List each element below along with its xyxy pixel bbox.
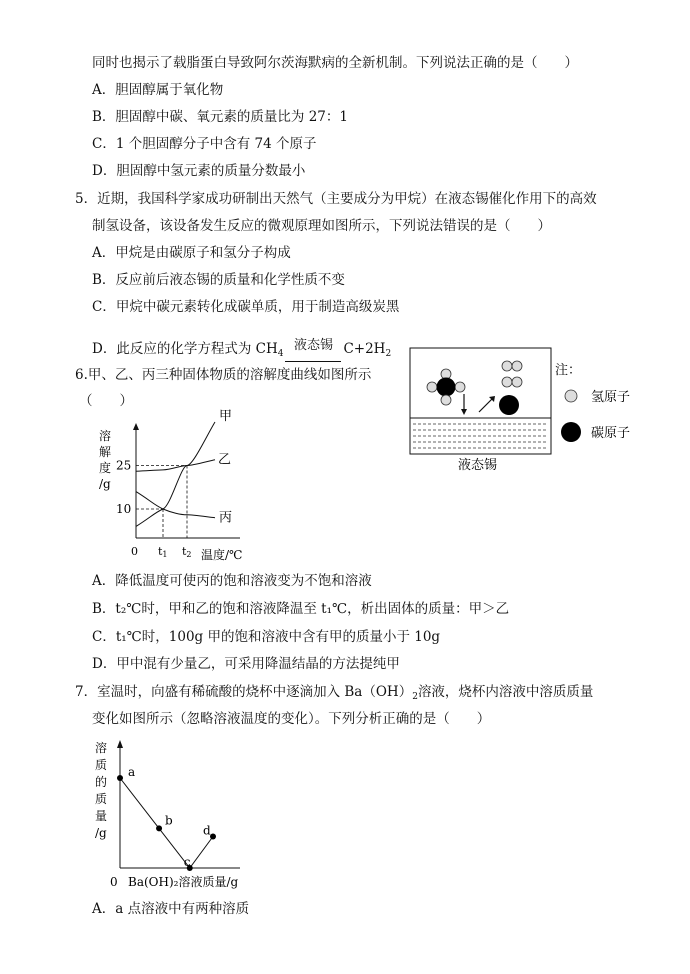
q6-option-c: C．t₁℃时，100g 甲的饱和溶液中含有甲的质量小于 10g bbox=[92, 629, 441, 645]
tin-label: 液态锡 bbox=[458, 458, 498, 473]
y-axis-label: 解 bbox=[99, 445, 112, 459]
series-label: 乙 bbox=[218, 452, 232, 468]
data-point-d bbox=[210, 834, 216, 840]
origin-label: 0 bbox=[110, 875, 118, 889]
q5-stem-line2: 制氢设备，该设备发生反应的微观原理如图所示，下列说法错误的是（ ） bbox=[92, 218, 551, 234]
q6-stem-line1: 6.甲、乙、丙三种固体物质的溶解度曲线如图所示 bbox=[75, 367, 372, 383]
q4-option-a: A．胆固醇属于氧化物 bbox=[92, 82, 224, 98]
carbon-legend: 碳原子 bbox=[591, 426, 631, 441]
methane-molecule bbox=[427, 369, 465, 405]
carbon-atom bbox=[437, 378, 456, 397]
y-axis-label: 质 bbox=[95, 792, 108, 806]
q5-option-d-products-sub: 2 bbox=[385, 349, 392, 359]
hydrogen-atom bbox=[427, 382, 437, 392]
hydrogen-legend-icon bbox=[565, 390, 577, 402]
q5-option-a: A．甲烷是由碳原子和氢分子构成 bbox=[92, 245, 291, 261]
data-point-a bbox=[117, 775, 123, 781]
series-label: 丙 bbox=[219, 510, 233, 526]
y-axis-arrow bbox=[117, 740, 123, 748]
series-line-1 bbox=[136, 422, 215, 526]
series-line-3 bbox=[136, 492, 215, 518]
y-axis-label: 度 bbox=[99, 461, 112, 475]
data-point-label: c bbox=[183, 855, 191, 869]
hydrogen-molecules bbox=[502, 361, 522, 387]
q4-option-b: B．胆固醇中碳、氧元素的质量比为 27：1 bbox=[92, 109, 348, 125]
data-point-label: d bbox=[203, 823, 211, 838]
y-axis-arrow bbox=[133, 423, 139, 430]
q5-option-d-products: C+2H bbox=[343, 341, 386, 357]
x-tick-label: t2 bbox=[182, 545, 192, 559]
note-label: 注： bbox=[555, 363, 582, 378]
y-axis-label: 量 bbox=[95, 809, 108, 823]
q6-option-d: D．甲中混有少量乙，可采用降温结晶的方法提纯甲 bbox=[92, 656, 400, 672]
q5-option-b: B．反应前后液态锡的质量和化学性质不变 bbox=[92, 272, 345, 288]
q5-option-d bbox=[92, 340, 391, 363]
y-axis-label: 质 bbox=[95, 758, 108, 772]
x-axis-label: 温度/℃ bbox=[201, 548, 243, 562]
q6-option-a: A．降低温度可使丙的饱和溶液变为不饱和溶液 bbox=[92, 573, 372, 589]
q5-option-c: C．甲烷中碳元素转化成碳单质，用于制造高级炭黑 bbox=[92, 299, 400, 315]
y-tick-label: 25 bbox=[116, 458, 132, 473]
q4-stem: 同时也揭示了载脂蛋白导致阿尔茨海默病的全新机制。下列说法正确的是（ ） bbox=[92, 55, 578, 71]
q7-stem-line2: 变化如图所示（忽略溶液温度的变化）。下列分析正确的是（ ） bbox=[92, 711, 491, 727]
origin-label: 0 bbox=[131, 545, 138, 558]
x-axis-label: Ba(OH)₂溶液质量/g bbox=[128, 875, 239, 889]
reactor-box bbox=[410, 348, 551, 454]
x-tick-label: t1 bbox=[158, 545, 168, 559]
y-axis-label: 溶 bbox=[99, 429, 112, 443]
q4-option-c: C．1 个胆固醇分子中含有 74 个原子 bbox=[92, 136, 317, 152]
carbon-legend-icon bbox=[561, 422, 581, 442]
liquid-tin-hatch bbox=[413, 424, 548, 448]
q5-option-d-sub: 4 bbox=[277, 349, 284, 359]
q4-option-d: D．胆固醇中氢元素的质量分数最小 bbox=[92, 163, 306, 179]
data-point-label: a bbox=[128, 765, 136, 779]
q6-stem-line2: （ ） bbox=[79, 393, 133, 409]
y-axis-label: /g bbox=[99, 477, 111, 491]
q5-reaction-figure bbox=[405, 342, 645, 474]
series-label: 甲 bbox=[219, 409, 233, 424]
q7-option-a: A．a 点溶液中有两种溶质 bbox=[92, 901, 250, 917]
hydrogen-legend: 氢原子 bbox=[591, 390, 631, 405]
hydrogen-atom bbox=[455, 382, 465, 392]
q7-stem-line1 bbox=[75, 683, 593, 706]
hydrogen-atom bbox=[441, 395, 451, 405]
catalyst-label: 液态锡 bbox=[293, 338, 333, 353]
carbon-product bbox=[499, 395, 519, 415]
q7-stem-line1-sub: 2 bbox=[412, 692, 418, 702]
q5-option-d-prefix: D．此反应的化学方程式为 CH bbox=[92, 341, 278, 357]
y-axis-label: 溶 bbox=[95, 741, 108, 755]
q6-option-b: B．t₂℃时，甲和乙的饱和溶液降温至 t₁℃，析出固体的质量：甲＞乙 bbox=[92, 601, 510, 617]
q7-stem-line1-a: 7．室温时，向盛有稀硫酸的烧杯中逐滴加入 Ba（OH） bbox=[75, 684, 413, 700]
solute-mass-chart bbox=[90, 736, 270, 894]
y-axis-label: 的 bbox=[95, 775, 108, 789]
y-tick-label: 10 bbox=[116, 502, 132, 516]
y-axis-label: /g bbox=[95, 826, 107, 840]
data-point-b bbox=[156, 825, 162, 831]
solubility-chart bbox=[90, 409, 260, 564]
q5-stem-line1: 5．近期，我国科学家成功研制出天然气（主要成分为甲烷）在液态锡催化作用下的高效 bbox=[75, 191, 597, 207]
q7-stem-line1-b: 溶液，烧杯内溶液中溶质质量 bbox=[417, 684, 594, 700]
up-arrow bbox=[479, 399, 492, 412]
data-point-label: b bbox=[165, 813, 173, 828]
